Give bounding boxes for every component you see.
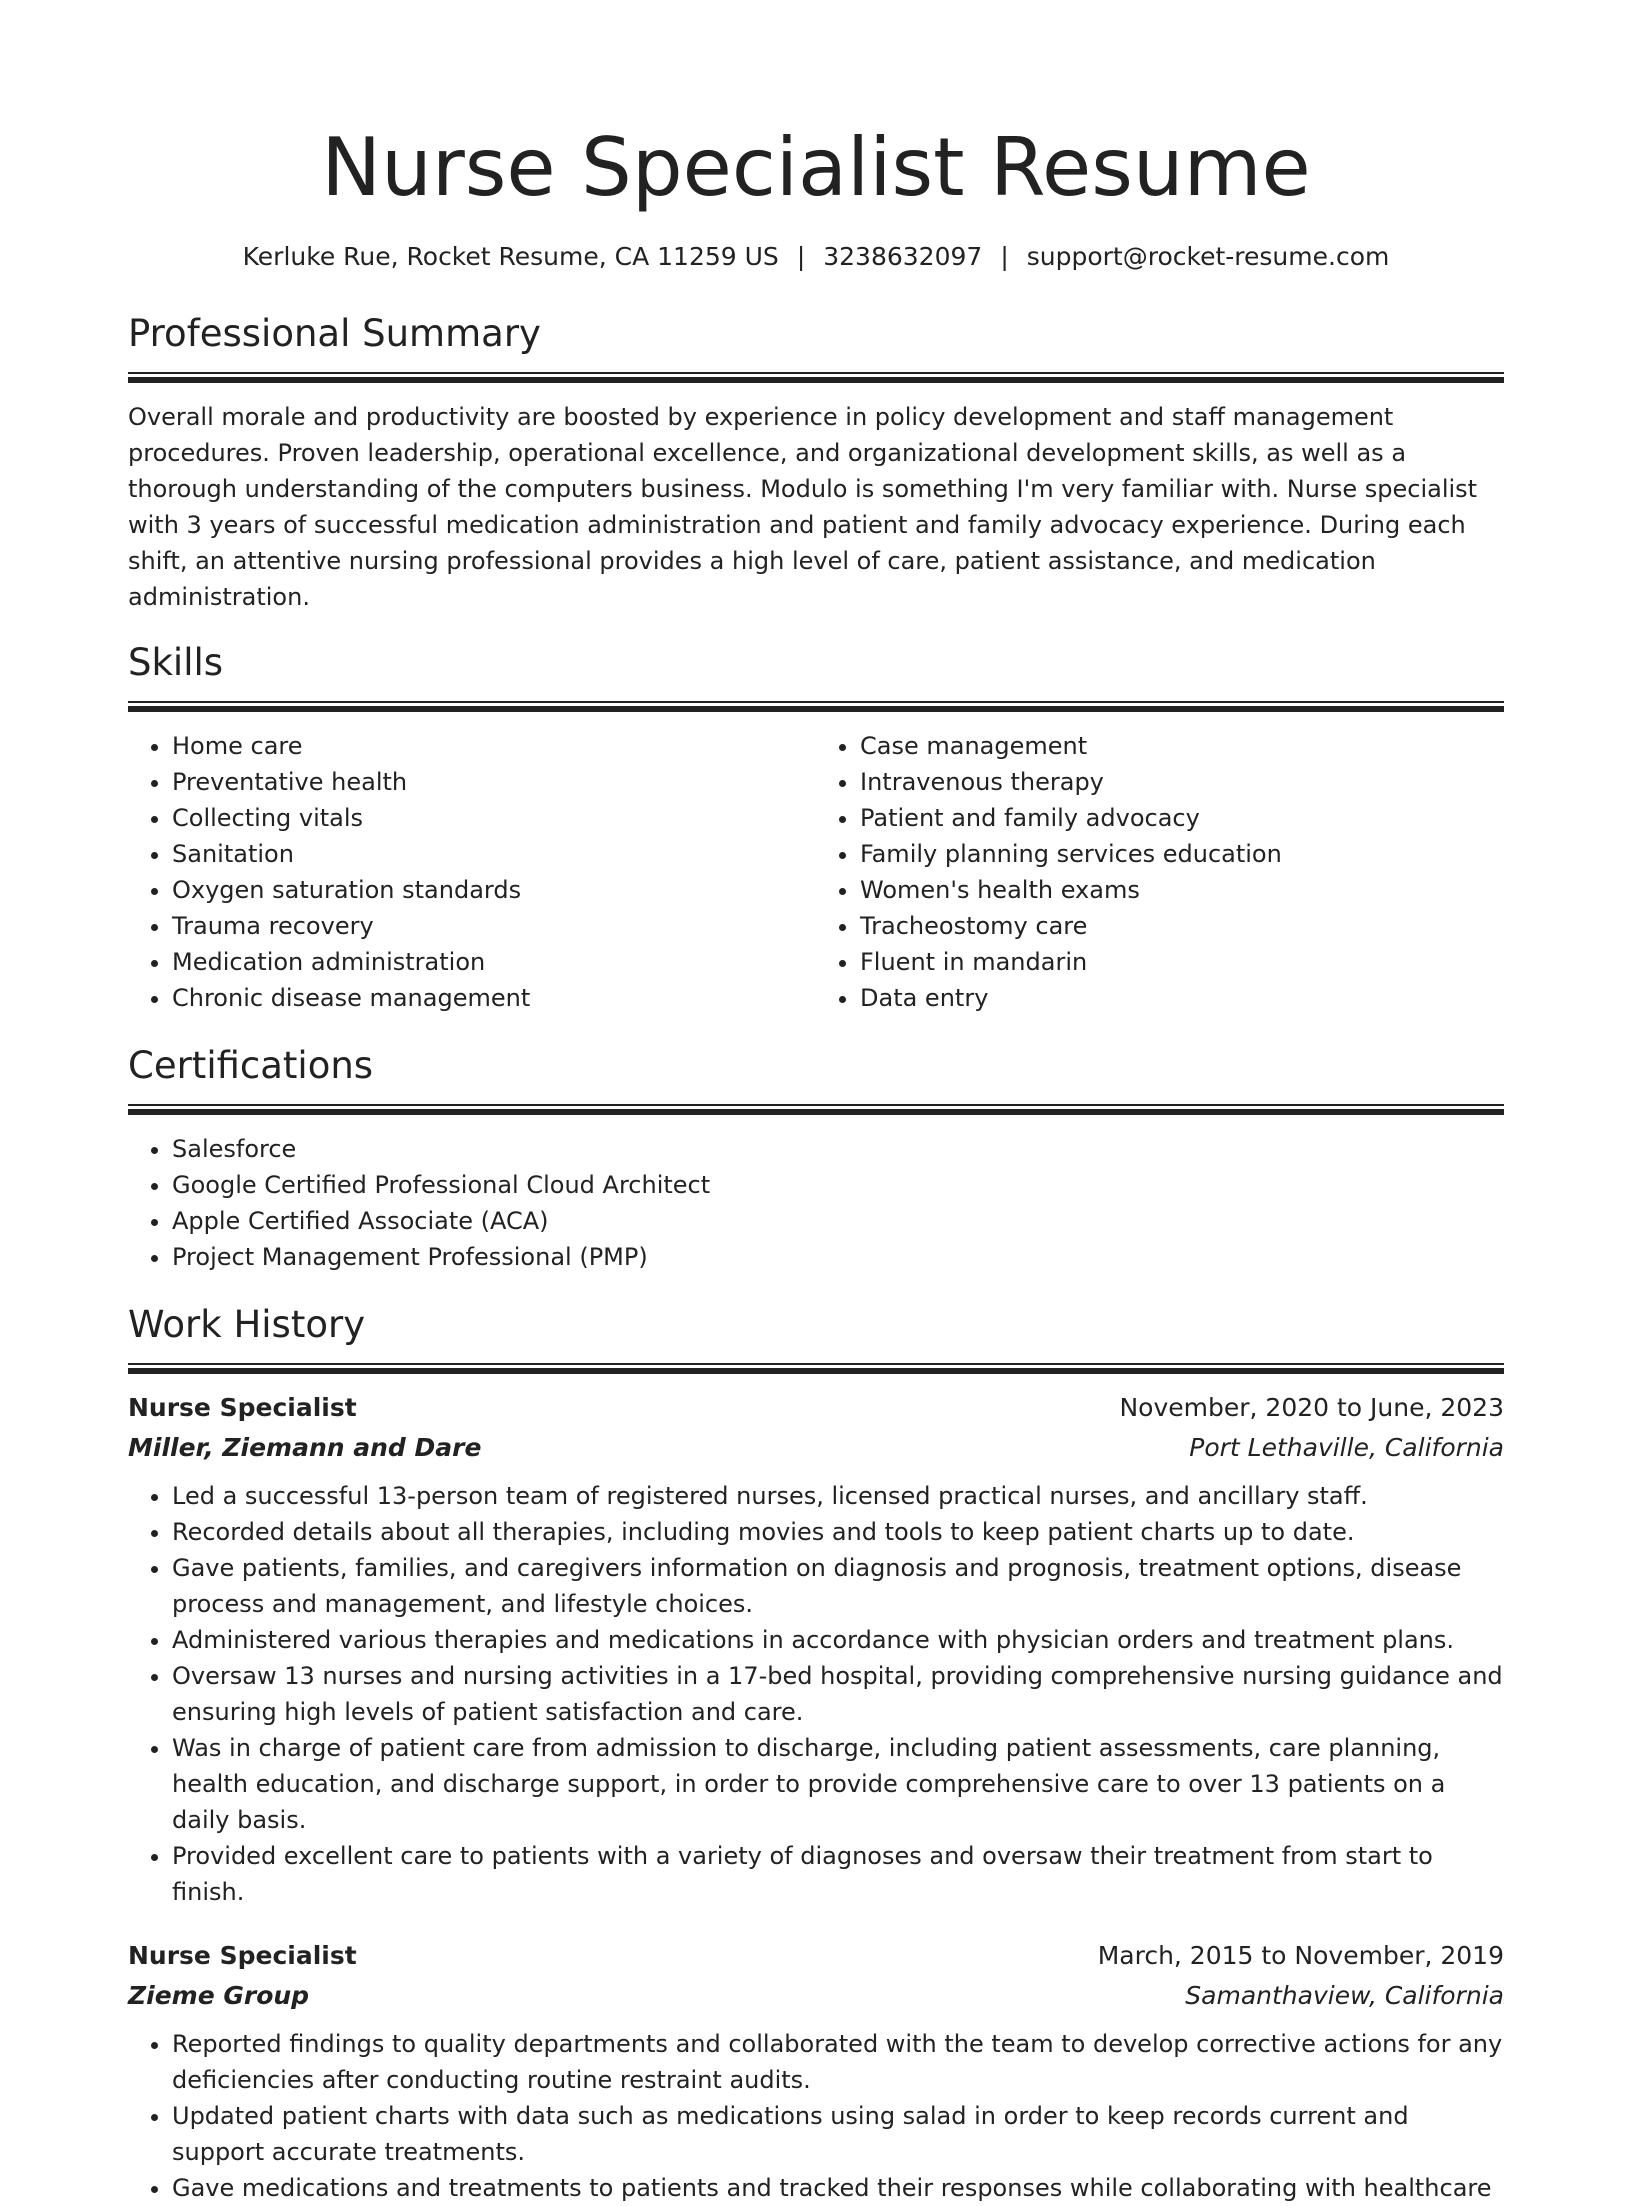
job-bullet: • Provided excellent care to patients with a variety of diagnoses and oversaw their treatment from start to finish.: [172, 1838, 1504, 1910]
work-history-section: [128, 1301, 1504, 2206]
resume-page: [128, 0, 1504, 2206]
skill-item: • Chronic disease management: [172, 980, 816, 1016]
skill-item: • Home care: [172, 728, 816, 764]
certification-item: • Apple Certified Associate (ACA): [172, 1203, 1504, 1239]
section-divider: [128, 1363, 1504, 1374]
job-company: Miller, Ziemann and Dare: [128, 1433, 482, 1462]
job-location: Samanthaview, California: [1185, 1981, 1504, 2010]
contact-email: support@rocket-resume.com: [1026, 242, 1390, 271]
skills-list-right: [816, 728, 1504, 1016]
job-bullet: • Recorded details about all therapies, including movies and tools to keep patient charts up to date.: [172, 1514, 1504, 1550]
certifications-section: [128, 1042, 1504, 1275]
skills-heading: Skills: [128, 641, 224, 684]
job-bullet: • Oversaw 13 nurses and nursing activities in a 17-bed hospital, providing comprehensive nursing guidance and ensuring high levels of patient satisfaction and care.: [172, 1658, 1504, 1730]
job-bullet: • Administered various therapies and medications in accordance with physician orders and treatment plans.: [172, 1622, 1504, 1658]
job-bullet: • Reported findings to quality departments and collaborated with the team to develop corrective actions for any deficiencies after conducting routine restraint audits.: [172, 2026, 1504, 2098]
contact-phone: 3238632097: [823, 242, 983, 271]
certifications-list: [128, 1131, 1504, 1275]
certification-item: • Project Management Professional (PMP): [172, 1239, 1504, 1275]
resume-title: Nurse Specialist Resume: [321, 121, 1311, 214]
summary-text: Overall morale and productivity are boosted by experience in policy development and staff management procedures. Proven leadership, operational excellence, and organizational development skills, as well as a thorough understanding of the computers business. Modulo is something I'm very familiar with. Nurse specialist with 3 years of successful medication administration and patient and family advocacy experience. During each shift, an attentive nursing professional provides a high level of care, patient assistance, and medication administration.: [128, 403, 1478, 611]
job-bullet: • Led a successful 13-person team of registered nurses, licensed practical nurses, and ancillary staff.: [172, 1478, 1504, 1514]
certifications-heading: Certifications: [128, 1044, 374, 1087]
job-bullet: • Gave medications and treatments to patients and tracked their responses while collaborating with healthcare: [172, 2170, 1504, 2206]
job-company: Zieme Group: [128, 1981, 310, 2010]
skill-item: • Oxygen saturation standards: [172, 872, 816, 908]
job-dates: November, 2020 to June, 2023: [1119, 1393, 1504, 1422]
skill-item: • Data entry: [860, 980, 1504, 1016]
job-header-row: [128, 1388, 1504, 1428]
summary-section: [128, 310, 1504, 615]
job-location: Port Lethaville, California: [1189, 1433, 1504, 1462]
section-divider: [128, 1104, 1504, 1115]
contact-separator: |: [1000, 242, 1009, 271]
skill-item: • Family planning services education: [860, 836, 1504, 872]
work-history-heading: Work History: [128, 1303, 366, 1346]
skills-list-left: [128, 728, 816, 1016]
skill-item: • Case management: [860, 728, 1504, 764]
skill-item: • Women's health exams: [860, 872, 1504, 908]
job-company-row: [128, 1428, 1504, 1468]
contact-address: Kerluke Rue, Rocket Resume, CA 11259 US: [242, 242, 779, 271]
job-bullet-list: [128, 2026, 1504, 2206]
skill-item: • Sanitation: [172, 836, 816, 872]
job-company-row: [128, 1976, 1504, 2016]
skill-item: • Patient and family advocacy: [860, 800, 1504, 836]
certification-item: • Salesforce: [172, 1131, 1504, 1167]
skill-item: • Medication administration: [172, 944, 816, 980]
job-bullet-list: [128, 1478, 1504, 1910]
job-dates: March, 2015 to November, 2019: [1097, 1941, 1504, 1970]
job-bullet: • Was in charge of patient care from admission to discharge, including patient assessments, care planning, health education, and discharge support, in order to provide comprehensive care to over 13 patients on a daily basis.: [172, 1730, 1504, 1838]
contact-separator: |: [796, 242, 806, 271]
skill-item: • Trauma recovery: [172, 908, 816, 944]
job-title: Nurse Specialist: [128, 1941, 357, 1970]
skills-section: [128, 639, 1504, 1016]
summary-heading: Professional Summary: [128, 312, 541, 355]
contact-line: [128, 240, 1504, 274]
section-divider: [128, 701, 1504, 712]
skill-item: • Intravenous therapy: [860, 764, 1504, 800]
section-divider: [128, 372, 1504, 383]
skill-item: • Preventative health: [172, 764, 816, 800]
job-title: Nurse Specialist: [128, 1393, 357, 1422]
job-bullet: • Gave patients, families, and caregivers information on diagnosis and prognosis, treatment options, disease process and management, and lifestyle choices.: [172, 1550, 1504, 1622]
skill-item: • Collecting vitals: [172, 800, 816, 836]
job-bullet: • Updated patient charts with data such as medications using salad in order to keep records current and support accurate treatments.: [172, 2098, 1504, 2170]
skill-item: • Fluent in mandarin: [860, 944, 1504, 980]
skills-grid: [128, 728, 1504, 1016]
job-header-row: [128, 1936, 1504, 1976]
certification-item: • Google Certified Professional Cloud Architect: [172, 1167, 1504, 1203]
job-entry: [128, 1936, 1504, 2206]
skill-item: • Tracheostomy care: [860, 908, 1504, 944]
job-entry: [128, 1388, 1504, 1910]
